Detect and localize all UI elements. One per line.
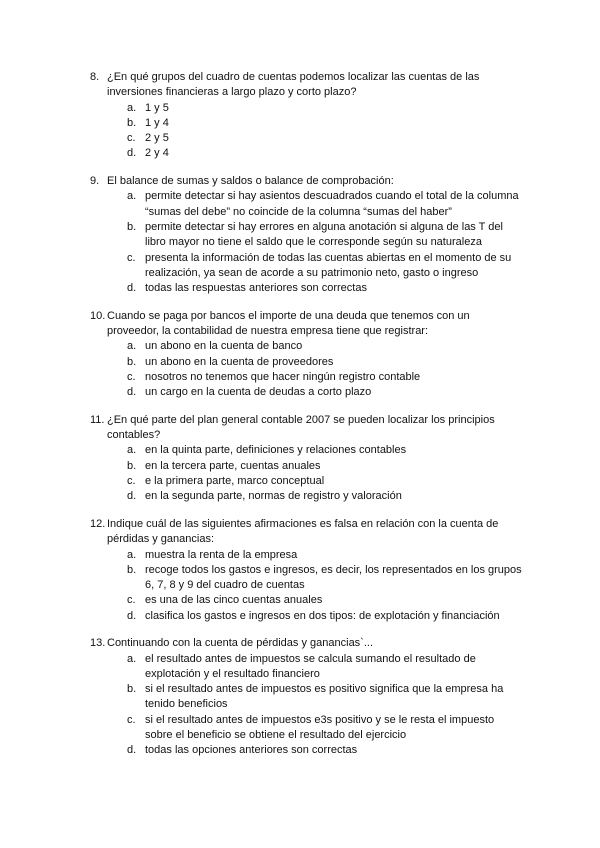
- option-text: [145, 251, 600, 282]
- answer-option-a: [0, 443, 600, 458]
- option-text: [145, 459, 600, 474]
- question-number: 13.: [90, 637, 106, 650]
- option-letter: b.: [127, 355, 137, 368]
- option-text: [145, 116, 600, 131]
- option-letter: a.: [127, 340, 137, 353]
- option-text-line: realización, ya sean de acorde a su patrimonio neto, gasto o ingreso: [145, 266, 479, 279]
- option-text-line: explotación y el resultado financiero: [145, 667, 320, 680]
- option-text-line: 6, 7, 8 y 9 del cuadro de cuentas: [145, 579, 305, 592]
- answer-option-b: [0, 563, 600, 594]
- option-text: [145, 355, 600, 370]
- option-text-line: un abono en la cuenta de proveedores: [145, 355, 334, 368]
- answer-option-b: [0, 459, 600, 474]
- option-text-line: recoge todos los gastos e ingresos, es decir, los representados en los grupos: [145, 563, 522, 576]
- question-text: [107, 174, 600, 189]
- answer-option-d: [0, 146, 600, 161]
- question-text-line: contables?: [107, 429, 161, 442]
- option-text-line: si el resultado antes de impuestos e3s positivo y se le resta el impuesto: [145, 713, 495, 726]
- option-text: [145, 443, 600, 458]
- option-text: [145, 609, 600, 624]
- answer-option-d: [0, 489, 600, 504]
- option-text: [145, 474, 600, 489]
- option-text-line: permite detectar si hay asientos descuadrados cuando el total de la columna: [145, 190, 519, 203]
- option-letter: c.: [127, 713, 136, 726]
- question-text-line: inversiones financieras a largo plazo y corto plazo?: [107, 86, 357, 99]
- question-number: 10.: [90, 309, 106, 322]
- option-text-line: 2 y 4: [145, 147, 169, 160]
- option-letter: b.: [127, 220, 137, 233]
- question-text-line: Continuando con la cuenta de pérdidas y ganancias`...: [107, 637, 374, 650]
- document-page: [0, 70, 600, 771]
- option-text-line: “sumas del debe” no coincide de la columna “sumas del haber”: [145, 205, 452, 218]
- answer-option-b: [0, 355, 600, 370]
- answer-option-c: [0, 131, 600, 146]
- option-letter: d.: [127, 282, 137, 295]
- answer-option-c: [0, 251, 600, 282]
- option-text-line: presenta la información de todas las cuentas abiertas en el momento de su: [145, 251, 512, 264]
- option-text: [145, 101, 600, 116]
- option-text: [145, 548, 600, 563]
- option-text-line: si el resultado antes de impuestos es positivo significa que la empresa ha: [145, 683, 504, 696]
- option-letter: a.: [127, 548, 137, 561]
- option-text-line: 2 y 5: [145, 132, 169, 145]
- option-text-line: en la quinta parte, definiciones y relaciones contables: [145, 444, 407, 457]
- answer-option-d: [0, 385, 600, 400]
- question-8: [0, 70, 600, 162]
- option-letter: b.: [127, 683, 137, 696]
- question-text-line: El balance de sumas y saldos o balance de comprobación:: [107, 175, 394, 188]
- option-letter: c.: [127, 475, 136, 488]
- option-text-line: nosotros no tenemos que hacer ningún registro contable: [145, 370, 421, 383]
- answer-option-a: [0, 548, 600, 563]
- option-text: [145, 743, 600, 758]
- option-letter: c.: [127, 370, 136, 383]
- question-text-line: proveedor, la contabilidad de nuestra empresa tiene que registrar:: [107, 325, 429, 338]
- option-text-line: un cargo en la cuenta de deudas a corto plazo: [145, 386, 372, 399]
- question-text: [107, 309, 600, 340]
- option-letter: b.: [127, 459, 137, 472]
- option-text-line: e la primera parte, marco conceptual: [145, 475, 325, 488]
- option-text: [145, 385, 600, 400]
- answer-option-a: [0, 652, 600, 683]
- option-letter: a.: [127, 444, 137, 457]
- question-10: [0, 309, 600, 401]
- question-number: 12.: [90, 517, 106, 530]
- answer-option-c: [0, 593, 600, 608]
- option-text: [145, 713, 600, 744]
- option-text-line: el resultado antes de impuestos se calcula sumando el resultado de: [145, 652, 476, 665]
- question-text: [107, 70, 600, 101]
- option-letter: d.: [127, 609, 137, 622]
- option-text: [145, 146, 600, 161]
- option-text: [145, 682, 600, 713]
- question-text: [107, 413, 600, 444]
- option-text: [145, 339, 600, 354]
- option-letter: c.: [127, 594, 136, 607]
- answer-option-d: [0, 281, 600, 296]
- option-letter: d.: [127, 744, 137, 757]
- question-number: 8.: [90, 71, 100, 83]
- answer-option-a: [0, 189, 600, 220]
- question-text-line: ¿En qué grupos del cuadro de cuentas podemos localizar las cuentas de las: [107, 71, 480, 83]
- option-text-line: sobre el beneficio se obtiene el resultado del ejercicio: [145, 729, 407, 742]
- question-number: 9.: [90, 175, 100, 188]
- option-text: [145, 189, 600, 220]
- answer-option-b: [0, 682, 600, 713]
- option-letter: d.: [127, 147, 137, 160]
- option-letter: a.: [127, 101, 137, 114]
- answer-option-c: [0, 370, 600, 385]
- option-letter: a.: [127, 652, 137, 665]
- answer-option-d: [0, 609, 600, 624]
- option-letter: c.: [127, 251, 136, 264]
- option-text-line: permite detectar si hay errores en alguna anotación si alguna de las T del: [145, 220, 503, 233]
- option-letter: b.: [127, 116, 137, 129]
- option-text: [145, 131, 600, 146]
- question-text-line: Cuando se paga por bancos el importe de una deuda que tenemos con un: [107, 309, 470, 322]
- option-text: [145, 370, 600, 385]
- question-text-line: pérdidas y ganancias:: [107, 533, 215, 546]
- question-13: [0, 636, 600, 758]
- option-letter: a.: [127, 190, 137, 203]
- question-text-line: ¿En qué parte del plan general contable 2007 se pueden localizar los principios: [107, 413, 495, 426]
- option-text-line: todas las opciones anteriores son correctas: [145, 744, 358, 757]
- option-text-line: en la segunda parte, normas de registro y valoración: [145, 490, 402, 503]
- option-text-line: 1 y 4: [145, 116, 169, 129]
- answer-option-c: [0, 474, 600, 489]
- option-text-line: clasifica los gastos e ingresos en dos tipos: de explotación y financiación: [145, 609, 500, 622]
- option-text: [145, 593, 600, 608]
- option-text: [145, 489, 600, 504]
- option-text-line: es una de las cinco cuentas anuales: [145, 594, 323, 607]
- option-text: [145, 652, 600, 683]
- answer-option-b: [0, 220, 600, 251]
- question-12: [0, 517, 600, 624]
- question-11: [0, 413, 600, 505]
- option-text-line: un abono en la cuenta de banco: [145, 340, 303, 353]
- answer-option-b: [0, 116, 600, 131]
- question-text: [107, 636, 600, 651]
- option-text-line: en la tercera parte, cuentas anuales: [145, 459, 321, 472]
- option-letter: d.: [127, 386, 137, 399]
- option-text-line: muestra la renta de la empresa: [145, 548, 298, 561]
- option-text: [145, 281, 600, 296]
- answer-option-c: [0, 713, 600, 744]
- option-text-line: libro mayor no tiene el saldo que le corresponde según su naturaleza: [145, 236, 482, 249]
- option-text-line: tenido beneficios: [145, 698, 228, 711]
- option-text: [145, 220, 600, 251]
- option-text: [145, 563, 600, 594]
- question-text-line: Indique cuál de las siguientes afirmaciones es falsa en relación con la cuenta de: [107, 517, 499, 530]
- option-letter: d.: [127, 490, 137, 503]
- answer-option-d: [0, 743, 600, 758]
- answer-option-a: [0, 101, 600, 116]
- question-text: [107, 517, 600, 548]
- option-text-line: todas las respuestas anteriores son correctas: [145, 282, 367, 295]
- option-letter: c.: [127, 132, 136, 145]
- question-number: 11.: [90, 413, 105, 426]
- option-letter: b.: [127, 563, 137, 576]
- question-9: [0, 174, 600, 296]
- option-text-line: 1 y 5: [145, 101, 169, 114]
- answer-option-a: [0, 339, 600, 354]
